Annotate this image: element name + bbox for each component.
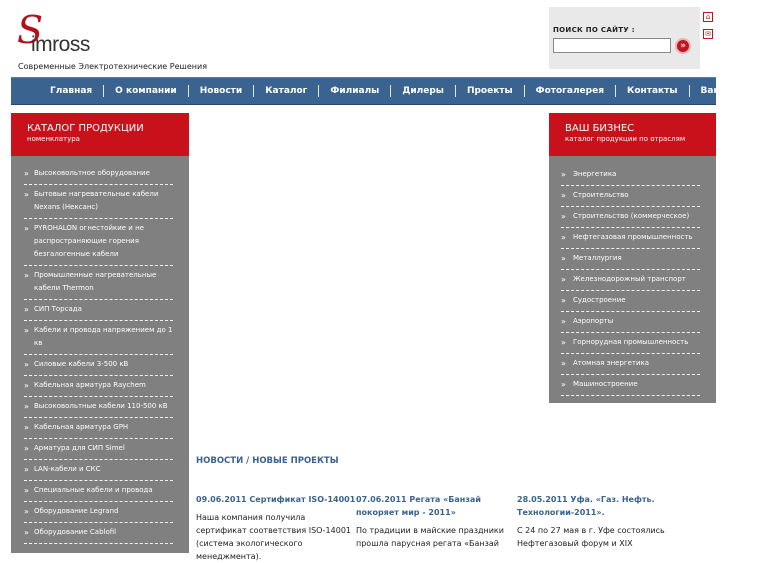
news-item [196,493,356,563]
business-item[interactable]: » Энергетика [561,165,700,186]
catalog-item[interactable]: » Высоковольтные кабели 110-500 кВ [24,397,173,418]
nav-item-projects[interactable]: Проекты [455,85,524,97]
catalog-item[interactable]: » Кабельная арматура Raychem [24,376,173,397]
main-nav [11,77,750,105]
business-item[interactable]: » Железнодорожный транспорт [561,270,700,291]
business-item[interactable]: » Нефтегазовая промышленность [561,228,700,249]
catalog-list [11,156,189,544]
catalog-item[interactable]: » Промышленные нагревательные кабели Thermon [24,266,173,300]
catalog-item[interactable]: » PYROHALON огнестойкие и не распространяющие горения безгалогенные кабели [24,219,173,266]
logo-mark: S [17,8,44,52]
catalog-item[interactable]: » Кабели и провода напряжением до 1 кв [24,321,173,355]
search-input[interactable] [553,38,671,53]
search-submit-button[interactable] [675,38,691,54]
search-panel [549,7,700,69]
catalog-item[interactable]: » LAN-кабели и СКС [24,460,173,481]
business-panel [549,113,716,403]
news-item [356,493,516,550]
catalog-subtitle: номенклатура [27,135,80,143]
business-subtitle: каталог продукции по отраслям [565,135,686,143]
business-item[interactable]: » Горнорудная промышленность [561,333,700,354]
logo[interactable] [17,8,207,71]
business-title[interactable]: ВАШ БИЗНЕС [565,123,635,134]
business-item[interactable]: » Судостроение [561,291,700,312]
catalog-item[interactable]: » Высоковольтное оборудование [24,164,173,185]
catalog-panel-header [11,113,189,156]
catalog-item[interactable]: » Оборудование Cablofil [24,523,173,544]
business-list [549,156,716,396]
catalog-item[interactable]: » Арматура для СИП Simel [24,439,173,460]
home-icon[interactable]: ⌂ [703,12,713,22]
catalog-panel [11,113,189,553]
news-headline[interactable]: 07.06.2011 Регата «Банзай покоряет мир - 2011» [356,495,481,517]
logo-word: imross [31,33,90,56]
mail-icon[interactable]: ✉ [703,29,713,39]
catalog-item[interactable]: » Силовые кабели 3-500 кВ [24,355,173,376]
catalog-item[interactable]: » СИП Торсада [24,300,173,321]
business-item[interactable]: » Строительство (коммерческое) [561,207,700,228]
nav-item-dealers[interactable]: Дилеры [390,85,455,97]
logo-tagline: Современные Электротехнические Решения [18,62,207,71]
nav-item-catalog[interactable]: Каталог [253,85,318,97]
catalog-item[interactable]: » Специальные кабели и провода [24,481,173,502]
nav-item-vacancies[interactable]: Вакансии [689,85,761,97]
news-item [517,493,677,550]
business-panel-header [549,113,716,156]
business-item[interactable]: » Машиностроение [561,375,700,396]
news-excerpt: Наша компания получила сертификат соответствия ISO-14001 (система экологического менеджмента). [196,513,351,561]
business-item[interactable]: » Строительство [561,186,700,207]
news-section-title[interactable]: НОВОСТИ / НОВЫЕ ПРОЕКТЫ [196,456,339,466]
nav-item-contacts[interactable]: Контакты [615,85,689,97]
catalog-item[interactable]: » Бытовые нагревательные кабели Nexans (Нексанс) [24,185,173,219]
news-excerpt: С 24 по 27 мая в г. Уфе состоялись Нефтегазовый форум и XIX [517,526,665,548]
nav-item-home[interactable]: Главная [50,86,93,96]
search-label: ПОИСК ПО САЙТУ : [553,26,635,34]
arrow-right-icon: » [680,41,686,51]
nav-item-about[interactable]: О компании [103,85,188,97]
catalog-item[interactable]: » Кабельная арматура GPH [24,418,173,439]
business-item[interactable]: » Атомная энергетика [561,354,700,375]
news-headline[interactable]: 09.06.2011 Сертификат ISO-14001 [196,495,356,504]
nav-item-branches[interactable]: Филиалы [318,85,390,97]
nav-item-gallery[interactable]: Фотогалерея [524,85,615,97]
catalog-item[interactable]: » Оборудование Legrand [24,502,173,523]
utility-icons [703,12,715,46]
news-headline[interactable]: 28.05.2011 Уфа. «Газ. Нефть. Технологии-2011». [517,495,655,517]
business-item[interactable]: » Металлургия [561,249,700,270]
catalog-title[interactable]: КАТАЛОГ ПРОДУКЦИИ [27,123,144,134]
nav-item-news[interactable]: Новости [188,85,253,97]
news-excerpt: По традиции в майские праздники прошла парусная регата «Банзай [356,526,504,548]
business-item[interactable]: » Аэропорты [561,312,700,333]
